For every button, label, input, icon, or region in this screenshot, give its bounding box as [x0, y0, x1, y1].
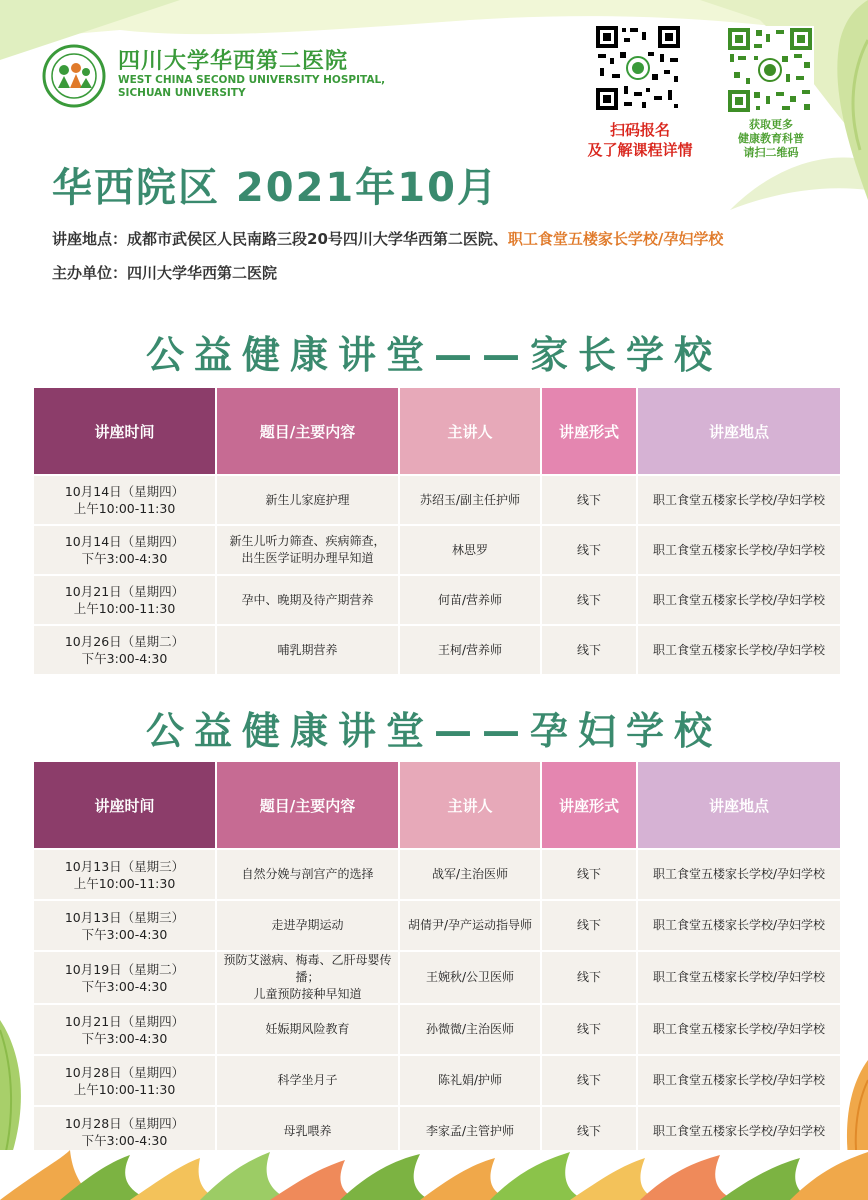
cell-format: 线下: [542, 1005, 636, 1054]
cell-location: 职工食堂五楼家长学校/孕妇学校: [638, 476, 840, 524]
page-title: 华西院区 2021年10月: [52, 165, 499, 211]
cell-time: [34, 1056, 215, 1105]
location-info: [52, 228, 723, 249]
hospital-name-en-line1: WEST CHINA SECOND UNIVERSITY HOSPITAL,: [118, 74, 386, 86]
cell-time: [34, 476, 215, 524]
cell-topic: [217, 1056, 398, 1105]
cell-date: 10月28日（星期四）: [64, 1115, 185, 1131]
header-format: 讲座形式: [542, 388, 636, 474]
header-time: 讲座时间: [34, 388, 215, 474]
cell-speaker: 李家孟/主管护师: [400, 1107, 540, 1156]
cell-topic-line1: 新生儿听力筛查、疾病筛查，: [229, 534, 386, 548]
cell-topic: [217, 476, 398, 524]
cell-topic: [217, 1005, 398, 1054]
cell-topic: [217, 901, 398, 950]
location-text: 成都市武侯区人民南路三段20号四川大学华西第二医院、: [127, 230, 508, 248]
cell-time: [34, 626, 215, 674]
cell-location: 职工食堂五楼家长学校/孕妇学校: [638, 850, 840, 899]
cell-topic: [217, 526, 398, 574]
header-speaker: 主讲人: [400, 388, 540, 474]
hospital-name-en: [118, 74, 385, 100]
table-row: [34, 626, 840, 674]
cell-topic: [217, 576, 398, 624]
cell-location: 职工食堂五楼家长学校/孕妇学校: [638, 526, 840, 574]
cell-format: 线下: [542, 1056, 636, 1105]
cell-topic: [217, 850, 398, 899]
cell-time: [34, 526, 215, 574]
header-format: 讲座形式: [542, 762, 636, 848]
cell-time: [34, 850, 215, 899]
cell-topic-line1: 自然分娩与剖宫产的选择: [241, 867, 374, 881]
cell-location: 职工食堂五楼家长学校/孕妇学校: [638, 1107, 840, 1156]
cell-time: [34, 952, 215, 1003]
cell-topic-line1: 哺乳期营养: [277, 642, 338, 657]
cell-hours: 下午3:00-4:30: [81, 978, 168, 994]
cell-location: 职工食堂五楼家长学校/孕妇学校: [638, 1005, 840, 1054]
cell-hours: 上午10:00-11:30: [73, 501, 176, 516]
cell-hours: 上午10:00-11:30: [73, 1081, 176, 1097]
header-time: 讲座时间: [34, 762, 215, 848]
cell-speaker: 王柯/营养师: [400, 626, 540, 674]
cell-format: 线下: [542, 1107, 636, 1156]
cell-format: 线下: [542, 526, 636, 574]
table-row: [34, 1107, 840, 1156]
cell-hours: 下午3:00-4:30: [81, 1030, 168, 1046]
cell-format: 线下: [542, 901, 636, 950]
table-row: [34, 952, 840, 1003]
header-topic: 题目/主要内容: [217, 762, 398, 848]
cell-topic-line1: 妊娠期风险教育: [265, 1022, 350, 1036]
header-speaker: 主讲人: [400, 762, 540, 848]
cell-location: 职工食堂五楼家长学校/孕妇学校: [638, 952, 840, 1003]
cell-topic-line1: 预防艾滋病、梅毒、乙肝母婴传播；: [223, 953, 392, 984]
hospital-name-cn: 四川大学华西第二医院: [118, 49, 349, 74]
cell-time: [34, 901, 215, 950]
host-info: [52, 262, 277, 283]
cell-date: 10月26日（星期二）: [64, 634, 185, 649]
cell-format: 线下: [542, 626, 636, 674]
hospital-logo: [42, 44, 106, 108]
cell-topic: [217, 1107, 398, 1156]
location-highlight: 职工食堂五楼家长学校/孕妇学校: [507, 230, 724, 248]
health-education-qr-code[interactable]: [726, 26, 814, 114]
cell-speaker: 孙微微/主治医师: [400, 1005, 540, 1054]
cell-speaker: 王婉秋/公卫医师: [400, 952, 540, 1003]
header-topic: 题目/主要内容: [217, 388, 398, 474]
section-title-pregnancy-school: 公益健康讲堂——孕妇学校: [145, 709, 722, 753]
section-title-parent-school: 公益健康讲堂——家长学校: [145, 333, 722, 377]
cell-topic-line1: 母乳喂养: [283, 1124, 332, 1138]
cell-hours: 下午3:00-4:30: [81, 651, 168, 666]
table-row: [34, 476, 840, 524]
cell-format: 线下: [542, 576, 636, 624]
table-header-row: [34, 762, 840, 848]
cell-topic-line1: 新生儿家庭护理: [265, 492, 350, 507]
cell-hours: 下午3:00-4:30: [81, 551, 168, 566]
table-row: [34, 526, 840, 574]
cell-format: 线下: [542, 850, 636, 899]
bottom-grass-decoration: [0, 1150, 868, 1200]
host-label: 主办单位：: [52, 264, 128, 282]
host-text: 四川大学华西第二医院: [127, 264, 278, 282]
header-location: 讲座地点: [638, 388, 840, 474]
table-row: [34, 576, 840, 624]
cell-speaker: 陈礼娟/护师: [400, 1056, 540, 1105]
cell-date: 10月28日（星期四）: [64, 1064, 185, 1080]
cell-date: 10月13日（星期三）: [64, 858, 185, 874]
qr2-caption: [716, 118, 826, 160]
header-location: 讲座地点: [638, 762, 840, 848]
cell-time: [34, 1107, 215, 1156]
cell-date: 10月14日（星期四）: [64, 484, 185, 499]
table-row: [34, 1005, 840, 1054]
cell-location: 职工食堂五楼家长学校/孕妇学校: [638, 901, 840, 950]
cell-hours: 下午3:00-4:30: [81, 926, 168, 942]
cell-hours: 上午10:00-11:30: [73, 601, 176, 616]
table-row: [34, 901, 840, 950]
cell-topic-line2: 儿童预防接种早知道: [253, 987, 362, 1001]
cell-format: 线下: [542, 952, 636, 1003]
qr2-caption-line2: 健康教育科普: [738, 132, 804, 145]
cell-time: [34, 576, 215, 624]
cell-date: 10月21日（星期四）: [64, 1013, 185, 1029]
qr1-caption-line1: 扫码报名: [609, 121, 670, 139]
cell-hours: 下午3:00-4:30: [81, 1132, 168, 1148]
parent-school-table: [32, 386, 842, 676]
cell-location: 职工食堂五楼家长学校/孕妇学校: [638, 1056, 840, 1105]
cell-topic: [217, 626, 398, 674]
cell-date: 10月21日（星期四）: [64, 584, 185, 599]
cell-topic: [217, 952, 398, 1003]
cell-date: 10月19日（星期二）: [64, 961, 185, 977]
cell-location: 职工食堂五楼家长学校/孕妇学校: [638, 576, 840, 624]
cell-speaker: 何苗/营养师: [400, 576, 540, 624]
cell-speaker: 战军/主治医师: [400, 850, 540, 899]
cell-topic-line1: 孕中、晚期及待产期营养: [241, 592, 374, 607]
table-row: [34, 850, 840, 899]
left-leaf-decoration: [0, 1010, 36, 1170]
location-label: 讲座地点：: [52, 230, 128, 248]
qr1-caption: [560, 120, 720, 160]
cell-format: 线下: [542, 476, 636, 524]
cell-speaker: 苏绍玉/副主任护师: [400, 476, 540, 524]
registration-qr-code[interactable]: [594, 24, 682, 112]
table-row: [34, 1056, 840, 1105]
cell-date: 10月14日（星期四）: [64, 534, 185, 549]
qr1-caption-line2: 及了解课程详情: [587, 141, 693, 159]
cell-location: 职工食堂五楼家长学校/孕妇学校: [638, 626, 840, 674]
cell-topic-line1: 走进孕期运动: [271, 918, 344, 932]
cell-hours: 上午10:00-11:30: [73, 875, 176, 891]
cell-speaker: 林思罗: [400, 526, 540, 574]
pregnancy-school-table: [32, 760, 842, 1158]
cell-time: [34, 1005, 215, 1054]
cell-topic-line1: 科学坐月子: [277, 1073, 338, 1087]
cell-date: 10月13日（星期三）: [64, 909, 185, 925]
hospital-name-en-line2: SICHUAN UNIVERSITY: [118, 87, 246, 99]
table-header-row: [34, 388, 840, 474]
qr2-caption-line3: 请扫二维码: [743, 146, 799, 159]
qr2-caption-line1: 获取更多: [749, 118, 793, 131]
cell-speaker: 胡倩尹/孕产运动指导师: [400, 901, 540, 950]
cell-topic-line2: 出生医学证明办理早知道: [241, 551, 374, 565]
